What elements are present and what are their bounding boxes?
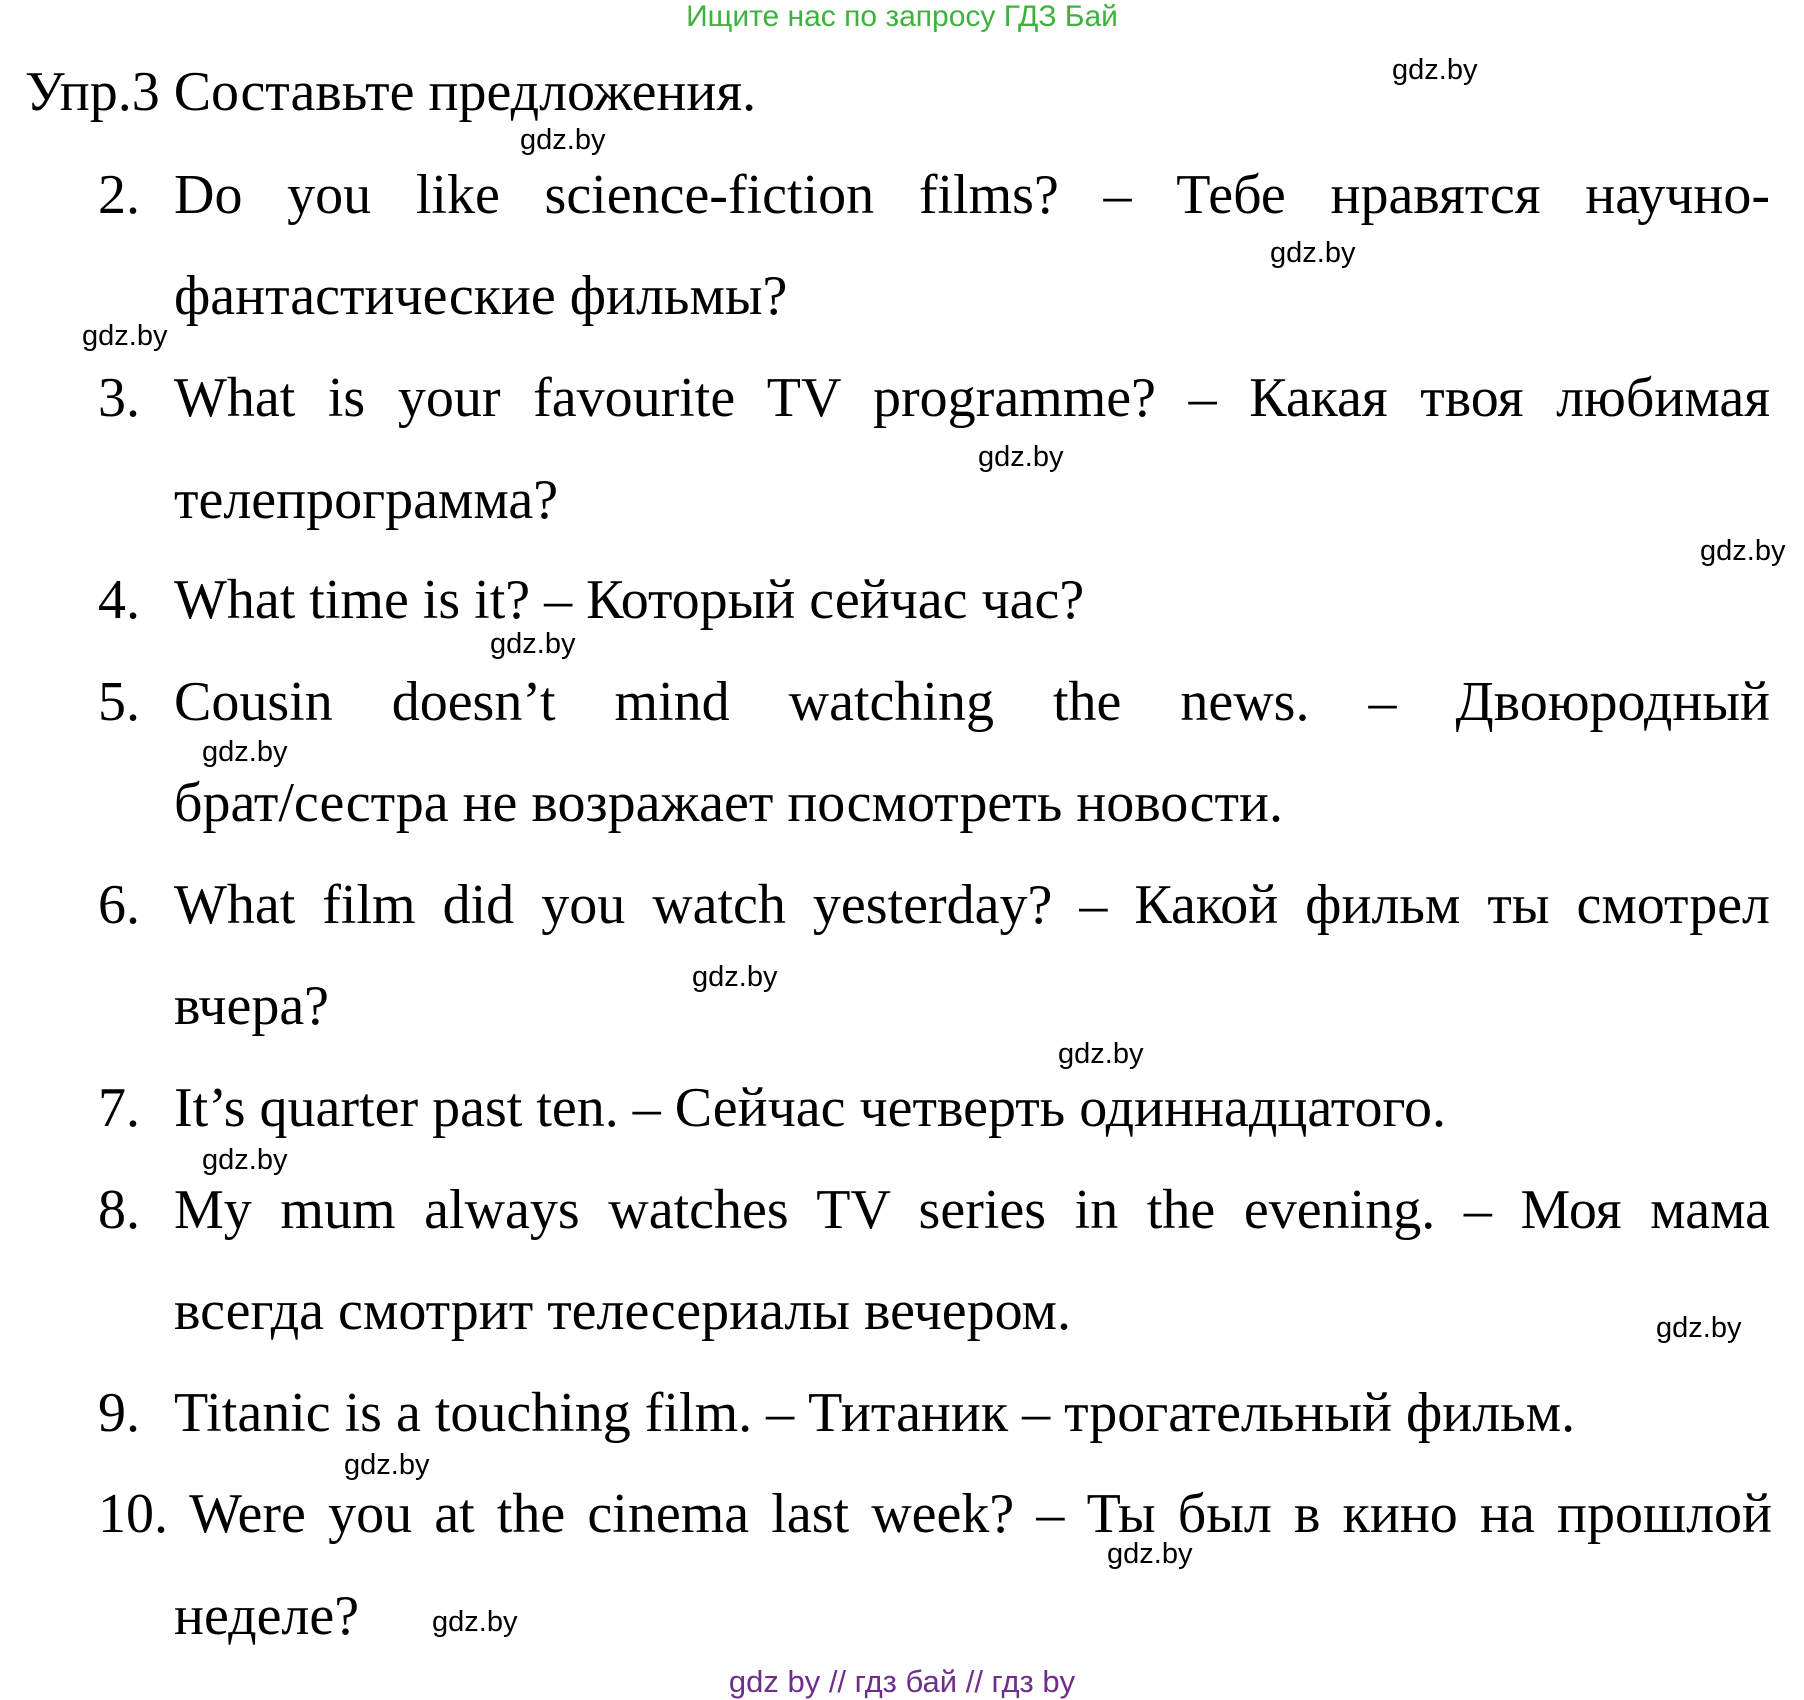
footer-links: gdz by // гдз бай // гдз by: [728, 1664, 1076, 1699]
watermark: gdz.by: [1656, 1312, 1742, 1344]
item-number: 5.: [98, 671, 140, 733]
watermark: gdz.by: [344, 1449, 430, 1481]
item-number: 3.: [98, 367, 140, 429]
watermark: gdz.by: [490, 628, 576, 660]
watermark: gdz.by: [520, 124, 606, 156]
item-number: 10.: [98, 1483, 168, 1545]
watermark: gdz.by: [692, 961, 778, 993]
watermark: gdz.by: [1270, 237, 1356, 269]
watermark: gdz.by: [1700, 535, 1786, 567]
item-line: телепрограмма?: [174, 469, 559, 531]
watermark: gdz.by: [1392, 54, 1478, 86]
item-line: What film did you watch yesterday? – Какой фильм ты смотрел: [174, 874, 1770, 936]
item-line: It’s quarter past ten. – Сейчас четверть одиннадцатого.: [174, 1077, 1447, 1139]
watermark: gdz.by: [1058, 1038, 1144, 1070]
watermark: gdz.by: [1107, 1538, 1193, 1570]
item-number: 9.: [98, 1382, 140, 1444]
item-line: брат/сестра не возражает посмотреть новости.: [174, 772, 1283, 834]
item-number: 2.: [98, 164, 140, 226]
item-line: Titanic is a touching film. – Титаник – трогательный фильм.: [174, 1382, 1576, 1444]
item-line: My mum always watches TV series in the evening. – Моя мама: [174, 1179, 1770, 1241]
item-number: 6.: [98, 874, 140, 936]
item-number: 7.: [98, 1077, 140, 1139]
item-line: вчера?: [174, 975, 330, 1037]
header-note: Ищите нас по запросу ГДЗ Бай: [686, 0, 1118, 33]
exercise-title: Упр.3 Составьте предложения.: [25, 61, 757, 123]
watermark: gdz.by: [202, 1144, 288, 1176]
item-number: 8.: [98, 1179, 140, 1241]
item-number: 4.: [98, 569, 140, 631]
item-line: What time is it? – Который сейчас час?: [174, 569, 1085, 631]
item-line: всегда смотрит телесериалы вечером.: [174, 1280, 1071, 1342]
watermark: gdz.by: [978, 441, 1064, 473]
item-10-line: [98, 1483, 1772, 1545]
watermark: gdz.by: [432, 1606, 518, 1638]
item-line: Were you at the cinema last week? – Ты был в кино на прошлой: [189, 1483, 1772, 1545]
item-line: Cousin doesn’t mind watching the news. – Двоюродный: [174, 671, 1770, 733]
watermark: gdz.by: [202, 736, 288, 768]
item-line: неделе?: [174, 1585, 360, 1647]
item-line: What is your favourite TV programme? – Какая твоя любимая: [174, 367, 1770, 429]
item-line: фантастические фильмы?: [174, 265, 788, 327]
item-line: Do you like science-fiction films? – Тебе нравятся научно-: [174, 164, 1770, 226]
watermark: gdz.by: [82, 320, 168, 352]
